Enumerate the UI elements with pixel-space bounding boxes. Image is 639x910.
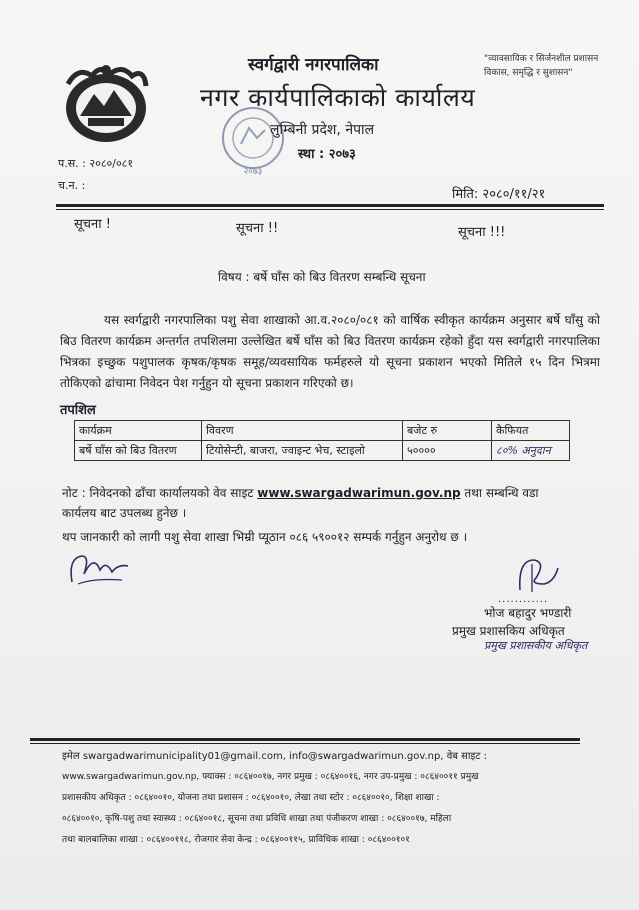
table-cell: बर्षे घाँस को बिउ वितरण: [75, 441, 202, 461]
footer-line-4: ०८६४००१०, कृषि-पशु तथा स्वास्थ्य : ०८६४००१८, सूचना तथा प्रविधि शाखा तथा पंजीकरण शाखा : ०८६४००१७, महिला: [62, 814, 452, 824]
footer-line-5: तथा बालबालिका शाखा : ०८६४००११८, रोजगार सेवा केन्द्र : ०८६४००११५, प्राविधिक शाखा : ०८६४००१०१: [62, 835, 410, 845]
footer-line-1: इमेल swargadwarimunicipality01@gmail.com, info@swargadwarimun.gov.np, वेब साइट :: [62, 751, 488, 762]
nepal-emblem-logo: [58, 62, 154, 146]
notice-label-2: सूचना !!: [236, 221, 279, 236]
table-cell: ५००००: [403, 441, 492, 461]
note-line-2: कार्यलय बाट उपलब्ध हुनेछ ।: [62, 506, 187, 520]
province: लुम्बिनी प्रदेश, नेपाल: [270, 122, 375, 138]
website-link[interactable]: www.swargadwarimun.gov.np: [257, 486, 461, 500]
signatory-title-handwritten: प्रमुख प्रशासकीय अधिकृत: [484, 639, 588, 652]
table-header: बजेट रु: [403, 421, 492, 441]
established-year: स्था : २०७३: [298, 147, 356, 162]
footer-divider-thin: [30, 743, 580, 744]
table-header-row: [75, 421, 570, 441]
note-line-1: [62, 484, 539, 501]
table-header: कैफियत: [492, 421, 570, 441]
signatory-title: प्रमुख प्रशासकिय अधिकृत: [452, 624, 565, 638]
stamp-text: २०७३: [243, 167, 263, 176]
table-title: तपशिल: [60, 403, 96, 418]
note-prefix: नोट : निवेदनको ढाँचा कार्यालयको वेव साइट: [62, 486, 254, 500]
header-divider-thin: [56, 209, 604, 210]
footer-line-3: प्रशासकीय अधिकृत : ०८६४००१०, योजना तथा प्रशासन : ०८६४००१०, लेखा तथा स्टोर : ०८६४००१०, शिक्षा शाखा :: [62, 793, 440, 803]
motto-line-2: विकास, समृद्धि र सुशासन": [484, 68, 573, 78]
municipality-name: स्वर्गद्वारी नगरपालिका: [248, 55, 379, 75]
subject-line: विषय : बर्षे घाँस को बिउ वितरण सम्बन्धि सूचना: [218, 270, 426, 284]
note-suffix: तथा सम्बन्धि वडा: [464, 486, 539, 500]
table-header: कार्यक्रम: [75, 421, 202, 441]
footer-divider: [30, 738, 580, 741]
motto: [484, 52, 634, 80]
letter-date: मिति: २०८०/११/२१: [452, 187, 546, 202]
handwritten-signature: [64, 548, 136, 590]
notice-label-3: सूचना !!!: [458, 225, 506, 240]
note-line-3: थप जानकारी को लागी पशु सेवा शाखा भिम्री प्यूठान ०८६ ५९००१२ सम्पर्क गर्नुहुन अनुरोध छ ।: [62, 530, 468, 544]
signature-line: ............: [498, 594, 549, 605]
signatory-name: भोज बहादुर भण्डारी: [484, 606, 572, 620]
program-table: [74, 420, 570, 461]
office-stamp-seal: [214, 104, 292, 176]
letter-reference-number: प.स. : २०८०/०८१: [58, 157, 134, 170]
motto-line-1: "व्यावसायिक र सिर्जनशील प्रशासन: [484, 54, 599, 64]
notice-body: यस स्वर्गद्वारी नगरपालिका पशु सेवा शाखाको आ.व.२०८०/०८१ को वार्षिक स्वीकृत कार्यक्रम अनुसार बर्षे घाँसु को बिउ वितरण कार्यक्रम अन्तर्गत तपशिलमा उल्लेखित बर्षे घाँस को बिउ वितरण कार्यक्रम रहेको हुँदा यस स्वर्गद्वारी नगरपालिका भित्रका इच्छुक पशुपालक कृषक/कृषक समूह/व्यवसायिक फर्महरुले यो सूचना प्रकाशन भएको मितिले १५ दिन भित्रमा तोकिएको ढांचामा निवेदन पेश गर्नुहुन यो सूचना प्रकाशन गरिएको छ।: [60, 313, 600, 390]
table-cell-handwritten: ८०% अनुदान: [492, 441, 570, 461]
office-name: नगर कार्यपालिकाको कार्यालय: [200, 83, 476, 112]
dispatch-number: च.न. :: [58, 179, 86, 192]
footer-line-2: www.swargadwarimun.gov.np, फ्याक्स : ०८६४००१७, नगर प्रमुख : ०८६४००१६, नगर उप-प्रमुख : ०८६४००११ प्रमुख: [62, 772, 479, 782]
officer-signature: [510, 554, 568, 596]
table-row: [75, 441, 570, 461]
table-header: विवरण: [202, 421, 403, 441]
notice-label-1: सूचना !: [74, 217, 111, 232]
table-cell: टियोसेन्टी, बाजरा, ज्वाइन्ट भेच, स्टाइलो: [202, 441, 403, 461]
header-divider: [56, 204, 604, 207]
